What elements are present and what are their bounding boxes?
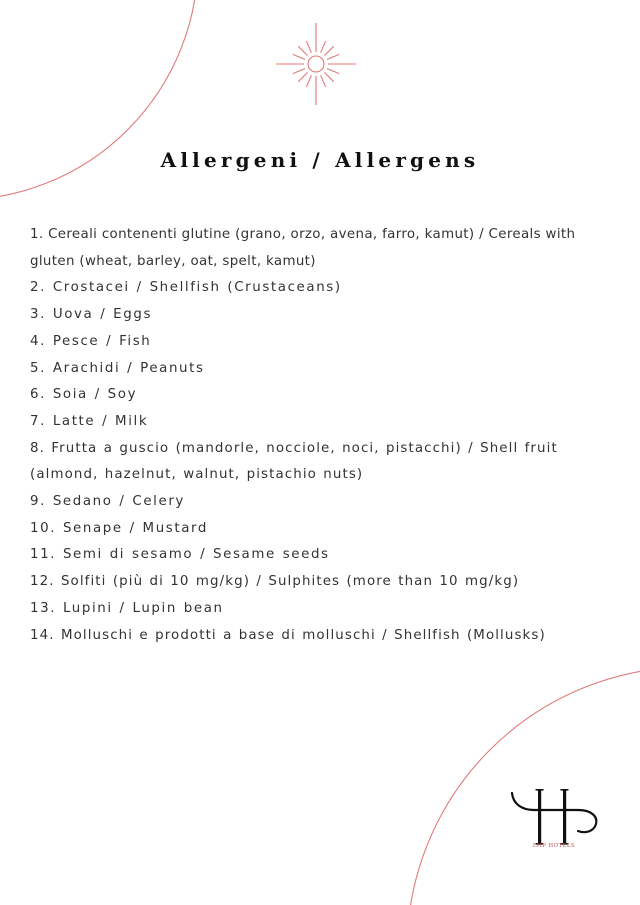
allergen-item: 1. Cereali contenenti glutine (grano, orzo, avena, farro, kamut) / Cereals with gluten (wheat, barley, oat, spelt, kamut) bbox=[30, 227, 576, 269]
allergen-item: 11. Semi di sesamo / Sesame seeds bbox=[30, 547, 330, 563]
allergen-item: 9. Sedano / Celery bbox=[30, 494, 185, 510]
allergen-item: 12. Solfiti (più di 10 mg/kg) / Sulphites (more than 10 mg/kg) bbox=[30, 574, 520, 590]
allergen-item: 5. Arachidi / Peanuts bbox=[30, 360, 205, 376]
brand-name: LHP HOTELS bbox=[532, 843, 576, 849]
allergen-item: 13. Lupini / Lupin bean bbox=[30, 600, 224, 616]
allergen-item: 2. Crostacei / Shellfish (Crustaceans) bbox=[30, 280, 342, 296]
allergen-list bbox=[30, 222, 615, 649]
page-title: Allergeni / Allergens bbox=[160, 148, 480, 172]
allergen-item: 8. Frutta a guscio (mandorle, nocciole, noci, pistacchi) / Shell fruit (almond, hazelnut, walnut, pistachio nuts) bbox=[30, 440, 558, 483]
allergen-item: 3. Uova / Eggs bbox=[30, 307, 153, 323]
sun-icon bbox=[274, 22, 358, 106]
allergen-item: 14. Molluschi e prodotti a base di molluschi / Shellfish (Mollusks) bbox=[30, 627, 546, 643]
allergen-item: 6. Soia / Soy bbox=[30, 387, 138, 403]
allergen-item: 10. Senape / Mustard bbox=[30, 520, 208, 536]
allergen-item: 4. Pesce / Fish bbox=[30, 333, 152, 349]
allergen-item: 7. Latte / Milk bbox=[30, 413, 149, 429]
